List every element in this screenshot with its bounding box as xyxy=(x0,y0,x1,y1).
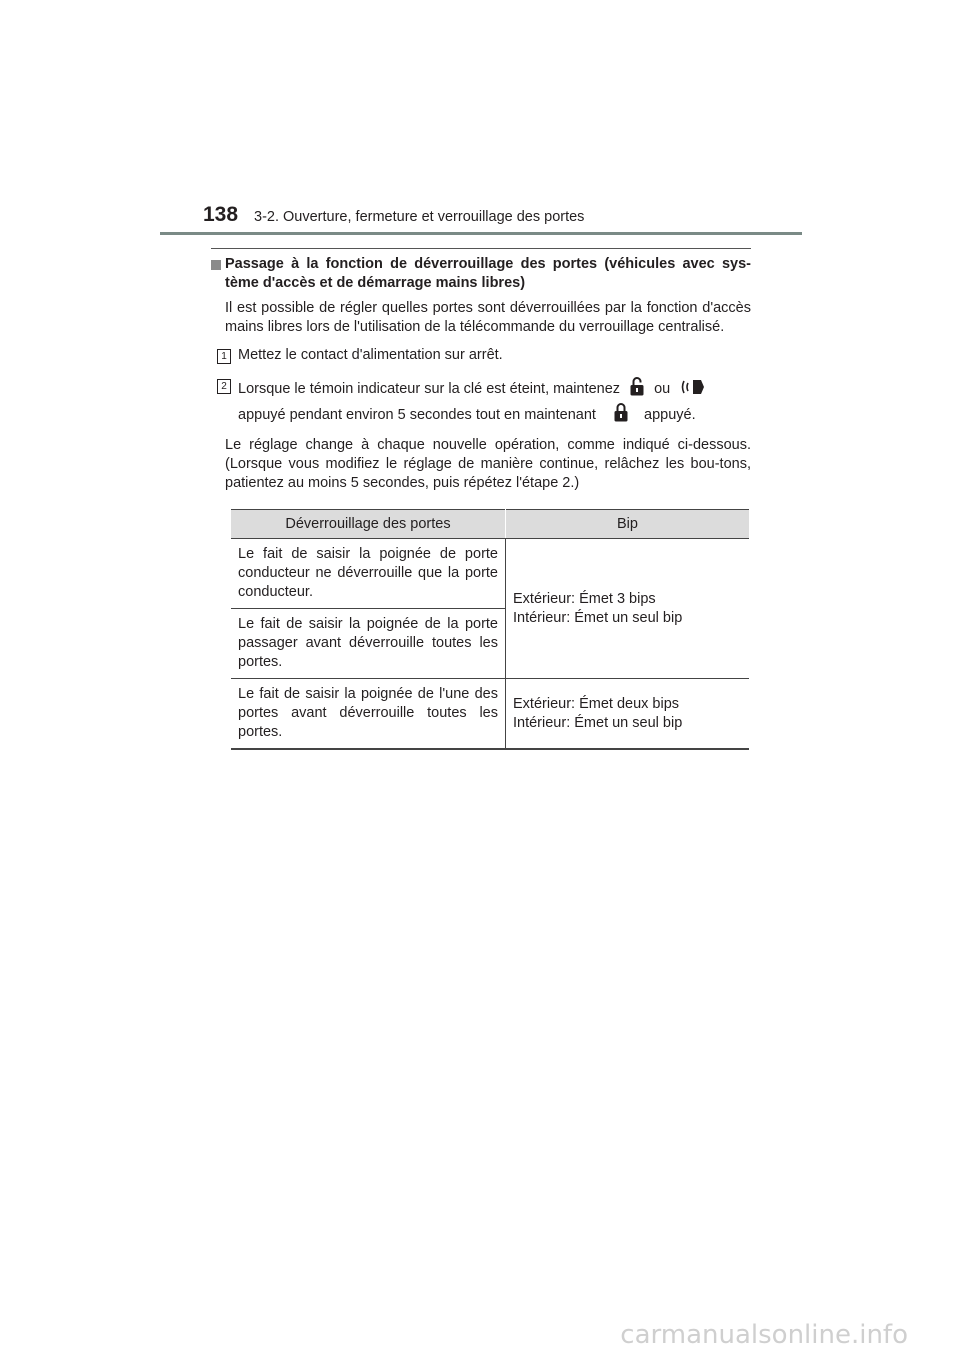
beep-line: Intérieur: Émet un seul bip xyxy=(513,714,683,731)
column-header-unlock: Déverrouillage des portes xyxy=(231,510,506,539)
step-text-c: appuyé. xyxy=(644,407,696,423)
step-text: Mettez le contact d'alimentation sur arrêt. xyxy=(238,347,503,363)
step-number: 2 xyxy=(217,379,231,394)
header-divider xyxy=(160,232,802,235)
trunk-open-icon xyxy=(680,378,706,402)
section-heading xyxy=(211,255,751,293)
column-header-beep: Bip xyxy=(506,510,750,539)
beep-cell xyxy=(506,539,750,679)
section-title: 3-2. Ouverture, fermeture et verrouillage des portes xyxy=(254,209,585,225)
unlock-cell: Le fait de saisir la poignée de l'une des portes avant déverrouille toutes les portes. xyxy=(231,679,506,750)
lock-icon xyxy=(614,402,628,428)
beep-line: Extérieur: Émet 3 bips xyxy=(513,590,656,607)
step-text-b: appuyé pendant environ 5 secondes tout en maintenant xyxy=(238,407,596,423)
step-text-a: Lorsque le témoin indicateur sur la clé est éteint, maintenez xyxy=(238,381,621,397)
unlock-cell: Le fait de saisir la poignée de la porte passager avant déverrouille toutes les portes. xyxy=(231,609,506,679)
table-header-row xyxy=(231,510,749,539)
step-text-or: ou xyxy=(654,381,671,397)
unlock-cell: Le fait de saisir la poignée de porte conducteur ne déverrouille que la porte conducteur. xyxy=(231,539,506,609)
beep-line: Extérieur: Émet deux bips xyxy=(513,695,680,712)
step-2 xyxy=(211,376,751,428)
section-heading-text: Passage à la fonction de déverrouillage des portes (véhicules avec sys-tème d'accès et de démarrage mains libres) xyxy=(225,256,751,291)
page-number: 138 xyxy=(203,203,239,226)
step-number: 1 xyxy=(217,349,231,364)
watermark: carmanualsonline.info xyxy=(620,1320,908,1350)
section-content xyxy=(211,255,751,493)
page-header xyxy=(162,203,802,233)
intro-paragraph: Il est possible de régler quelles portes sont déverrouillées par la fonction d'accès mains libres lors de l'utilisation de la télécommande du verrouillage centralisé. xyxy=(225,300,751,335)
unlock-icon xyxy=(630,376,644,402)
table-row xyxy=(231,539,749,609)
after-paragraph: Le réglage change à chaque nouvelle opération, comme indiqué ci-dessous. (Lorsque vous modifiez le réglage de manière continue, relâchez les bou-tons, patientez au moins 5 secondes, puis répétez l'étape 2.) xyxy=(225,437,751,491)
unlock-settings-table xyxy=(231,509,749,750)
bullet-square-icon xyxy=(211,260,221,270)
section-divider xyxy=(211,248,751,249)
table-row xyxy=(231,679,749,750)
beep-line: Intérieur: Émet un seul bip xyxy=(513,609,683,626)
beep-cell xyxy=(506,679,750,750)
step-1 xyxy=(211,346,751,365)
